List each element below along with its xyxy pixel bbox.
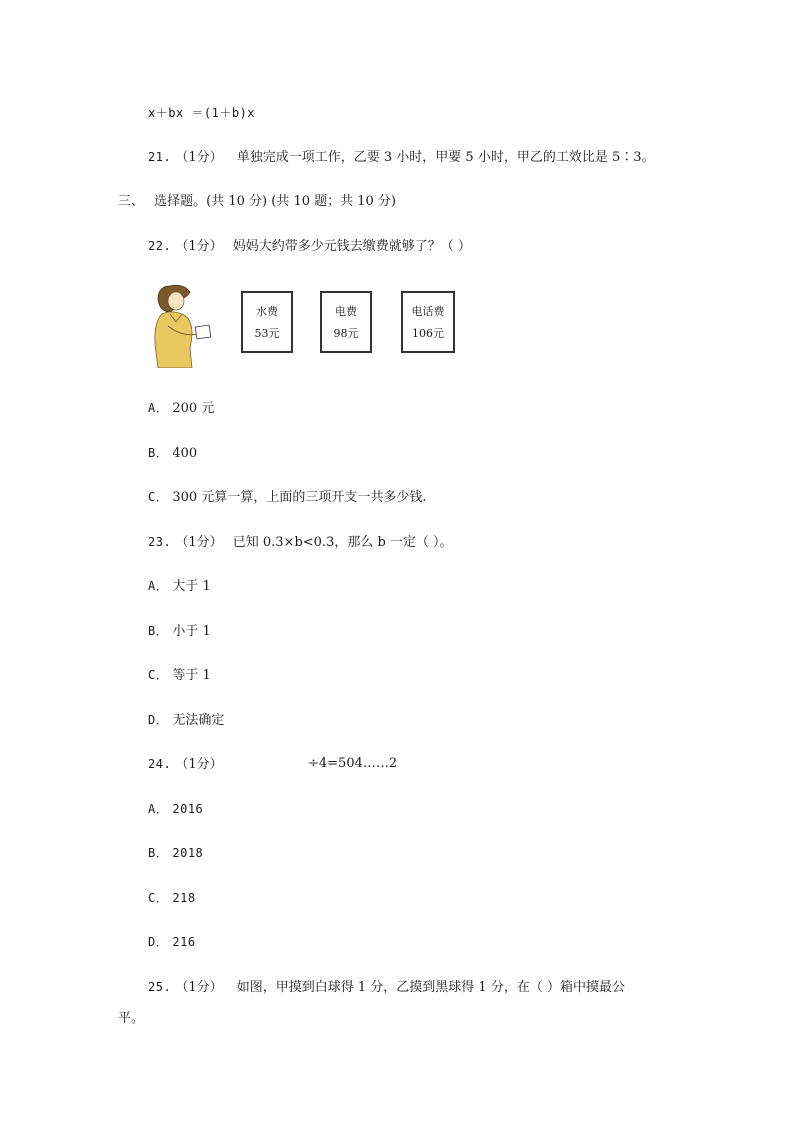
option-a[interactable] xyxy=(148,577,211,596)
question-24 xyxy=(148,755,223,774)
woman-illustration-icon xyxy=(148,282,216,368)
option-letter: A． xyxy=(148,579,169,593)
question-text: 妈妈大约带多少元钱去缴费就够了？（ ） xyxy=(232,239,471,254)
option-letter: C． xyxy=(148,668,169,682)
formula-line: x＋bx ＝(1＋b)x xyxy=(148,106,256,120)
question-23 xyxy=(148,533,453,552)
option-c[interactable] xyxy=(148,488,426,507)
bill-electricity xyxy=(320,291,372,353)
question-21 xyxy=(148,148,655,167)
question-number: 23. xyxy=(148,535,172,549)
option-letter: C． xyxy=(148,891,169,905)
bill-amount: 98元 xyxy=(333,327,359,340)
question-score: （1分） xyxy=(175,239,223,254)
option-text: 2016 xyxy=(172,802,204,816)
bill-name: 电费 xyxy=(335,305,357,318)
question-text: 已知 0.3×b<0.3，那么 b 一定（ ）。 xyxy=(232,535,453,550)
bill-amount: 106元 xyxy=(412,327,444,340)
bill-name: 电话费 xyxy=(411,305,445,318)
option-b[interactable] xyxy=(148,444,197,463)
section-title: 选择题。(共 10 分) (共 10 题；共 10 分) xyxy=(154,194,396,209)
question-number: 21. xyxy=(148,150,172,164)
question-text: 如图，甲摸到白球得 1 分，乙摸到黑球得 1 分，在（ ）箱中摸最公 xyxy=(236,980,625,995)
option-letter: B． xyxy=(148,846,169,860)
option-a[interactable] xyxy=(148,399,214,418)
option-letter: C． xyxy=(148,490,169,504)
option-letter: A． xyxy=(148,401,169,415)
option-d[interactable] xyxy=(148,711,224,730)
section-number: 三、 xyxy=(118,194,145,209)
question-25 xyxy=(148,978,625,997)
bill-name: 水费 xyxy=(256,305,278,318)
option-text: 等于 1 xyxy=(172,668,211,683)
question-text: 单独完成一项工作，乙要 3 小时，甲要 5 小时，甲乙的工效比是 5∶3。 xyxy=(236,150,655,165)
question-score: （1分） xyxy=(175,535,223,550)
question-score: （1分） xyxy=(175,757,223,772)
question-22 xyxy=(148,237,471,256)
option-text: 216 xyxy=(172,935,196,949)
option-c[interactable] xyxy=(148,666,211,685)
option-c[interactable] xyxy=(148,889,196,908)
option-text: 小于 1 xyxy=(172,624,211,639)
question-number: 22. xyxy=(148,239,172,253)
option-text: 无法确定 xyxy=(172,713,225,728)
bill-telephone xyxy=(401,291,455,353)
question-number: 25. xyxy=(148,980,172,994)
option-text: 2018 xyxy=(172,846,204,860)
question-text: ÷4=504……2 xyxy=(308,756,398,771)
bill-amount: 53元 xyxy=(254,327,280,340)
question-number: 24. xyxy=(148,757,172,771)
option-text: 300 元算一算，上面的三项开支一共多少钱. xyxy=(172,490,427,505)
question-text-continued: 平。 xyxy=(118,1011,145,1026)
option-text: 200 元 xyxy=(172,401,215,416)
option-a[interactable] xyxy=(148,800,203,819)
option-b[interactable] xyxy=(148,844,203,863)
option-letter: B． xyxy=(148,446,169,460)
bill-water xyxy=(241,291,293,353)
option-d[interactable] xyxy=(148,933,196,952)
option-letter: D． xyxy=(148,713,169,727)
option-letter: D． xyxy=(148,935,169,949)
question-score: （1分） xyxy=(175,980,223,995)
option-b[interactable] xyxy=(148,622,211,641)
option-text: 大于 1 xyxy=(172,579,211,594)
option-letter: A． xyxy=(148,802,169,816)
section-heading xyxy=(118,193,396,211)
option-letter: B． xyxy=(148,624,169,638)
question-score: （1分） xyxy=(175,150,223,165)
option-text: 218 xyxy=(172,891,196,905)
option-text: 400 xyxy=(172,446,198,461)
